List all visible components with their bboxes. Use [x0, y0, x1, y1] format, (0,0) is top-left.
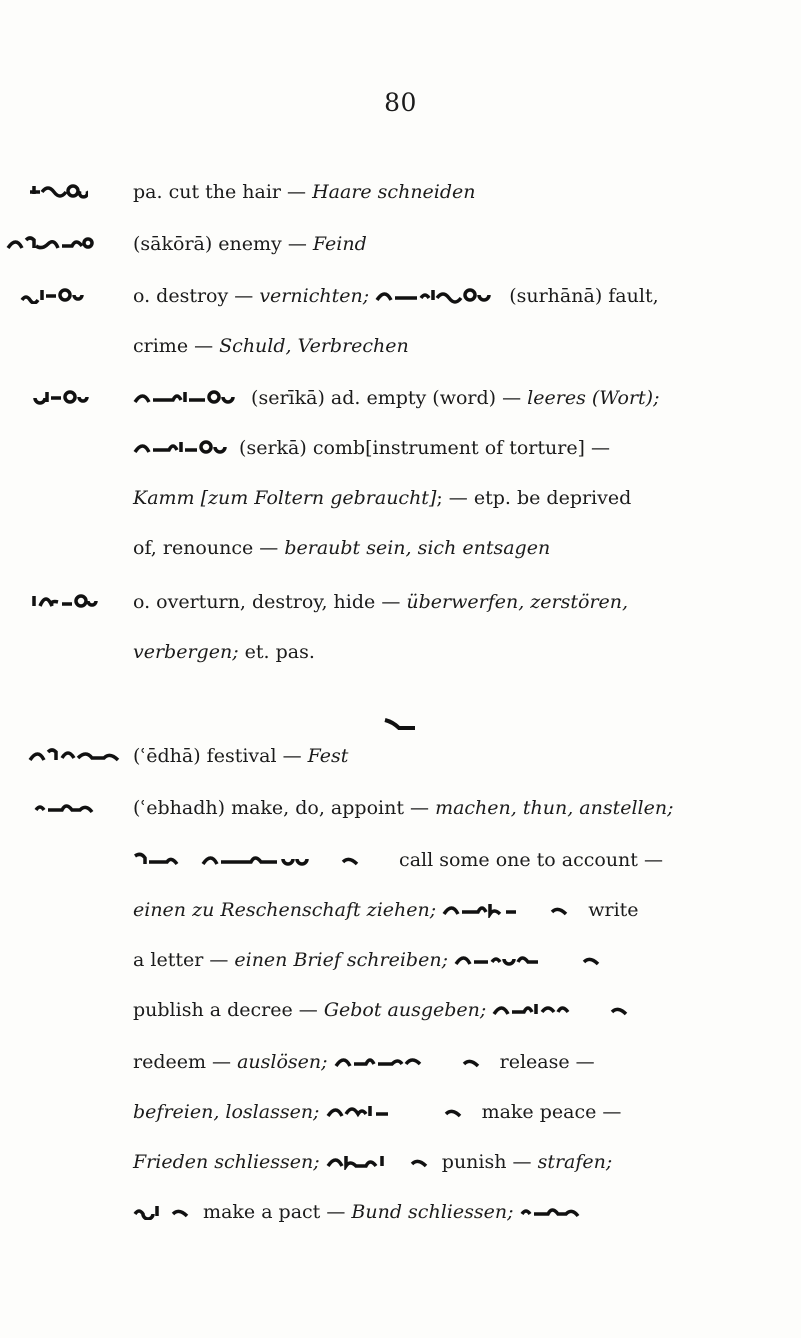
gloss-text: call some one to account — — [399, 849, 663, 871]
syriac-word-icon — [133, 388, 245, 406]
german-text: Haare schneiden — [312, 181, 476, 203]
gloss-text: of, renounce — — [133, 537, 279, 559]
translit-text: (serkā) comb[instrument of torture] — — [239, 437, 611, 459]
german-text: verbergen; — [133, 641, 239, 663]
german-text: auslösen; — [237, 1051, 328, 1073]
german-text: Feind — [312, 233, 367, 255]
syriac-word-icon — [32, 590, 100, 614]
gloss-text: crime — — [133, 335, 214, 357]
translit-text: (sākōrā) enemy — — [133, 233, 307, 255]
german-text: Bund schliessen; — [351, 1201, 514, 1223]
gloss-text: publish a decree — — [133, 999, 318, 1021]
gloss-text: make peace — — [481, 1101, 622, 1123]
syriac-word-icon — [28, 744, 122, 768]
syriac-word-icon — [133, 1202, 197, 1220]
syriac-word-icon — [442, 900, 582, 918]
german-text: machen, thun, anstellen; — [435, 797, 674, 819]
syriac-word-icon — [334, 1052, 494, 1070]
syriac-word-icon — [20, 284, 90, 308]
german-text: Fest — [307, 745, 349, 767]
syriac-word-icon — [28, 180, 88, 204]
german-text: einen zu Reschenschaft ziehen; — [133, 899, 437, 921]
syriac-word-icon — [492, 1000, 642, 1018]
gloss-text: o. overturn, destroy, hide — — [133, 591, 401, 613]
syriac-word-icon — [375, 286, 503, 304]
gloss-text: redeem — — [133, 1051, 232, 1073]
translit-text: (ʿebhadh) make, do, appoint — — [133, 797, 430, 819]
syriac-word-icon — [33, 386, 95, 410]
german-text: Gebot ausgeben; — [323, 999, 487, 1021]
gloss-text: a letter — — [133, 949, 229, 971]
gloss-text: release — — [499, 1051, 595, 1073]
german-text: überwerfen, zerstören, — [406, 591, 629, 613]
translit-text: (surhānā) fault, — [509, 285, 659, 307]
german-text: Frieden schliessen; — [133, 1151, 320, 1173]
rest-text: ; — etp. be deprived — [436, 487, 632, 509]
page-number: 80 — [384, 88, 417, 117]
syriac-word-icon — [520, 1202, 582, 1220]
syriac-word-icon — [454, 950, 614, 968]
german-text: beraubt sein, sich entsagen — [284, 537, 551, 559]
gloss-text: o. destroy — — [133, 285, 254, 307]
german-text: Kamm [zum Foltern gebraucht] — [133, 487, 437, 509]
german-text: einen Brief schreiben; — [234, 949, 448, 971]
german-text: strafen; — [537, 1151, 613, 1173]
syriac-word-icon — [6, 232, 96, 256]
gloss-text: punish — — [441, 1151, 532, 1173]
syriac-word-icon — [34, 796, 96, 820]
german-text: Schuld, Verbrechen — [219, 335, 409, 357]
german-text: vernichten; — [259, 285, 370, 307]
syriac-word-icon — [326, 1102, 476, 1120]
syriac-word-icon — [133, 438, 233, 456]
german-text: befreien, loslassen; — [133, 1101, 320, 1123]
syriac-word-icon — [133, 850, 393, 868]
gloss-text: pa. cut the hair — — [133, 181, 307, 203]
translit-text: (ʿēdhā) festival — — [133, 745, 302, 767]
gloss-text: write — [588, 899, 639, 921]
german-text: leeres (Wort); — [527, 387, 660, 409]
translit-text: (serīkā) ad. empty (word) — — [251, 387, 522, 409]
section-letter-icon — [383, 716, 417, 730]
rest-text: et. pas. — [244, 641, 315, 663]
syriac-word-icon — [326, 1152, 436, 1170]
gloss-text: make a pact — — [203, 1201, 346, 1223]
